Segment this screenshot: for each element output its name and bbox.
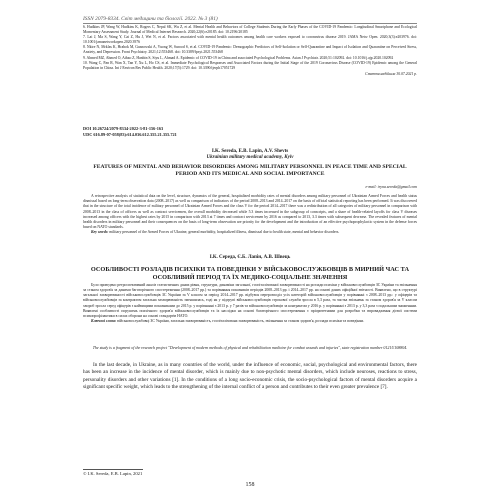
reference-item: 8. Nkire N, Mrklas K, Hrabok M, Gusnowski A, Vuong W, Surood S, et al. COVID-19 Pandemic: Demographic Predictors of Self-Isolation or Self-Quarantine and Impact of Isolation and Quarantine on Perceived Stress, Anxiety, and Depression. Front Psychiatry. 2021;12:553468. doi: 10.3389/fpsyt.2021.553468	[83, 45, 417, 55]
abstract-ua-text: Було проведено ретроспективний аналіз статистичних даних рівня, структури, динаміки загальної, госпіталізованої захворюваності на розлади психіки у військовослужбовців ЗС України та звільнення за станом здоров'я за даними багаторічного спостереження (2008–2017 рр.) та порівняння показників періодів 2008–2013 рр. і 2014–2017 рр. на основі даних офіційної звітності. Виявлено, що в структурі загальної захворюваності військовослужбовців ЗС України за V класом за період 2014–2017 рр. відбувся перерозподіл усіх категорій військовослужбовців у порівнянні з 2008–2013 рр.: у офіцерів та військовослужбовців за контрактом загальна захворюваність зменшилась, тоді як у підгрупі військовослужбовців строкової служби зросла в 5,3 раза, та частка звільнень за станом здоров'я за V класом хвороб зросла серед офіцерів з найвищими показниками до 2015 р. у порівнянні з 2013 р. у 7 разів та військовослужбовців за контрактом у 2016 р. у порівнянні з 2013 р. у 3,3 раза з подальшим зниженням. Виявлені особливості порушень психічного здоров'я військовослужбовців та їх наслідки на основі багаторічного спостереження є пріоритетними для розробки та впровадження дієвої системи психопрофілактики в силах оборони на основі стандартів НАТО.	[83, 283, 417, 318]
introduction-text	[83, 362, 417, 391]
authors-en-block	[83, 149, 417, 161]
authors-ua: І.К. Середа, Є.Б. Лапін, А.В. Швець	[209, 255, 291, 260]
affiliation-en: Ukrainian military medical academy, Kyiv	[206, 155, 294, 160]
study-note: The study is a fragment of the research project "Development of modern methods of physical and rehabilitation medicine for combat wounds and injuries", state registration number 0121U108804.	[92, 345, 408, 350]
footnote-divider	[83, 469, 143, 470]
abstract-en	[83, 194, 417, 236]
article-identifiers	[83, 126, 417, 137]
abstract-ua	[83, 283, 417, 324]
received-date: Стаття надійшла 30.07.2021 р.	[365, 71, 417, 76]
authors-en: I.K. Sereda, E.B. Lapin, A.V. Shevts	[211, 149, 289, 154]
article-title-en: FEATURES OF MENTAL AND BEHAVIOR DISORDERS AMONG MILITARY PERSONNEL IN PEACE TIME AND SPECIAL PERIOD AND ITS MEDICAL AND SOCIAL IMPORTANCE	[93, 164, 407, 177]
keywords-ua	[83, 319, 417, 324]
reference-list	[83, 25, 417, 77]
article-title-ua: ОСОБЛИВОСТІ РОЗЛАДІВ ПСИХІКИ ТА ПОВЕДІНКИ У ВІЙСЬКОВОСЛУЖБОВЦІВ В МИРНИЙ ЧАС ТА ОСОБЛИВИЙ ПЕРІОД ТА ЇХ МЕДИКО-СОЦІАЛЬНЕ ЗНАЧЕННЯ	[90, 266, 410, 281]
keywords-ua-label: Ключові слова:	[91, 319, 117, 324]
reference-item: 6. Hudkins JP, Wang W, Hudkins K, Rogers C, Nepal SK, Wu Z, et al. Mental Health and Behaviors of College Students During the Early Phases of the COVID-19 Pandemic: Longitudinal Smartphone and Ecological Momentary Assessment Study. Journal of Medical Internet Research. 2020;22(6):e20185. doi: 10.2196/20185	[83, 25, 417, 35]
keywords-en-label: Key words:	[91, 230, 109, 235]
running-header: ISSN 2079-8334. Світ медицини та біології. 2022. № 3 (81)	[83, 16, 417, 24]
reference-item: 10. Wang C, Pan R, Wan X, Tan Y, Xu L, Ho CS, et al. Immediate Psychological Responses and Associated Factors during the Initial Stage of the 2019 Coronavirus Disease (COVID-19) Epidemic among the General Population in China. Int J Environ Res Public Health. 2020;17(5):1729. doi: 10.3390/ijerph17051729	[83, 60, 417, 70]
doi[interactable]: DOI 10.26724/2079-8334-2022-3-81-156-163	[83, 126, 164, 131]
reference-item: 7. Lai J, Ma S, Wang Y, Cai Z, Hu J, Wei N, et al. Factors associated with mental health outcomes among health care workers exposed to coronavirus disease 2019. JAMA Netw Open. 2020;3(3):e203976. doi: 10.1001/jamanetworkopen.2020.3976	[83, 35, 417, 45]
body-paragraph: In the last decade, in Ukraine, as in many countries of the world, under the influence of economic, social, psychological and environmental factors, there has been an increase in the incidence of mental disorder, which is mainly due to non-psychotic mental disorders, which include neuroses, reactions to stress, personality disorders and other variations [1]. In the conditions of a long socio-economic crisis, the socio-psychological factors of mental disorders acquire a significant specific weight, which leads to the strengthening of the internal conflict of a person and contributes to their even greater prevalence [7].	[83, 362, 417, 390]
page-number: 158	[245, 482, 255, 488]
udk-code: UDC 616.89-07-058(83):614.036.612.355.21.355.721	[83, 131, 177, 137]
abstract-en-text: A retrospective analysis of statistical data on the level, structure, dynamics of the general, hospitalized morbidity rates of mental disorders among military personnel of Ukrainian Armed Forces and health status dismissal based on long-term observation data (2008–2017) as well as comparison of indicators of the period 2008–2013 and 2014–2017 on the basis of official statistical reporting has been performed. It was discovered that in the structure of the total incidence of military personnel of Ukrainian Armed Forces and the class V for the period 2014–2017 there was a redistribution of all categories of military personnel in comparison with 2008–2013 in the class of officers as well as contract servicemen, the overall morbidity decreased while 5.3 times increased in the subgroup of conscripts, and a share of health-related layoffs for class V diseases increased among officers with the highest rates by 2015 in comparison with 2013 at 7 times and contract servicemen by 2016 as compared to 2013, 3.3 times with subsequent decrease. The revealed features of mental health disorders in military personnel and their consequences on the basis of long-term observation are priority for the development and the introduction of an effective psychoprophylactic system in the defense forces based on NATO standards.	[83, 194, 417, 230]
reference-item: 9. Ahmed MZ, Ahmed O, Aibao Z, Hanbin S, Siyu L, Ahmad A. Epidemic of COVID-19 in China and associated Psychological Problems. Asian J Psychiatr. 2020;51:102092. doi: 10.1016/j.ajp.2020.102092	[83, 55, 394, 60]
copyright: © I.K. Sereda, E.B. Lapin, 2021	[83, 471, 143, 476]
keywords-en	[83, 230, 417, 235]
keywords-ua-text: військовослужбовці ЗС України, загальна захворюваність, госпіталізована захворюваність, звільнення за станом здоров'я, розлади психіки та поведінки.	[117, 319, 365, 324]
keywords-en-text: military personnel of the Armed Forces of Ukraine, general morbidity, hospitalized illness, dismissal due to health state, mental and behavior disorders.	[109, 230, 340, 235]
author-email[interactable]: e-mail: iryna.sereda@gmail.com	[365, 185, 417, 189]
